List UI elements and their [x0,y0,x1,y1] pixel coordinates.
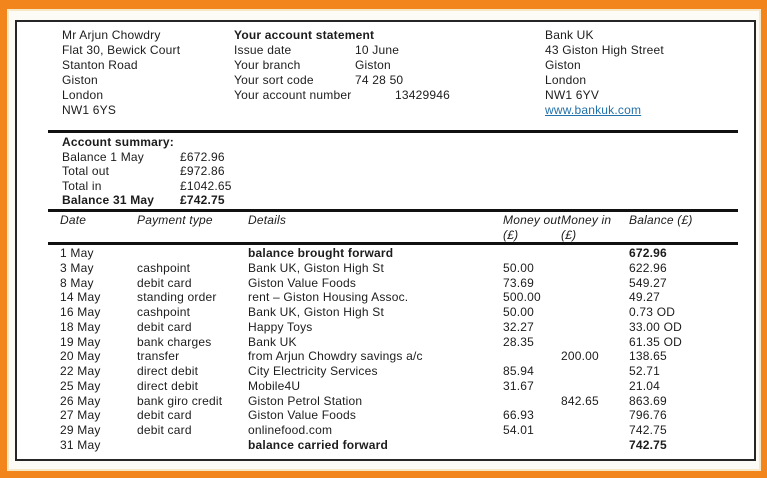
cell-balance: 863.69 [629,393,667,408]
cell-details: from Arjun Chowdry savings a/c [248,349,423,364]
transaction-row [60,290,738,305]
statement-info-label: Your sort code [234,73,314,87]
cell-money-in [561,364,629,379]
header-date: Date [60,213,87,227]
cell-payment-type: direct debit [137,378,199,393]
cell-money-in [561,335,629,350]
bank-address-lines [545,28,664,103]
cell-money-out: 28.35 [503,334,535,349]
cell-money-out: 54.01 [503,423,535,437]
cell-money-out: 85.94 [503,364,535,378]
cell-money-in [561,320,629,335]
cell-money-out [503,246,561,261]
header-money-out: Money out (£) [503,213,561,242]
statement-info-rows [234,43,450,103]
summary-value: £672.96 [180,149,225,164]
cell-balance: 33.00 OD [629,319,682,334]
summary-value: £742.75 [180,193,225,208]
account-summary-row [62,193,232,208]
cell-date: 22 May [60,364,101,378]
cell-money-out: 50.00 [503,305,535,319]
cell-money-in [561,379,629,394]
cell-details: Bank UK, Giston High St [248,260,384,275]
statement-info-value: 13429946 [395,88,450,102]
customer-address-line: Mr Arjun Chowdry [62,28,161,42]
cell-balance: 622.96 [629,260,667,275]
cell-payment-type: debit card [137,275,192,290]
transaction-row [60,349,738,364]
cell-date: 18 May [60,319,101,334]
cell-money-out: 66.93 [503,408,535,423]
customer-address-line: Stanton Road [62,58,138,72]
header-details: Details [248,213,287,227]
account-summary-rows [62,150,232,208]
summary-label: Balance 1 May [62,149,144,164]
header-money-in: Money in (£) [561,213,612,242]
bank-address-line: London [545,73,587,87]
statement-info-value: 74 28 50 [355,73,404,87]
cell-date: 14 May [60,290,101,305]
cell-money-in: 842.65 [561,393,599,408]
cell-balance: 0.73 OD [629,305,676,319]
cell-payment-type [137,438,248,453]
cell-balance: 138.65 [629,349,667,364]
cell-details: Bank UK, Giston High St [248,305,384,319]
transaction-row [60,394,738,409]
cell-money-out: 32.27 [503,319,535,334]
cell-date: 20 May [60,349,101,364]
transaction-row [60,246,738,261]
cell-money-out [503,438,561,453]
cell-date: 26 May [60,393,101,408]
bank-address-line: Giston [545,58,581,72]
customer-address-line: NW1 6YS [62,103,117,117]
cell-balance: 61.35 OD [629,334,682,349]
cell-money-out: 500.00 [503,290,541,305]
cell-balance: 742.75 [629,437,667,452]
summary-label: Balance 31 May [62,193,155,208]
customer-address-line: Flat 30, Bewick Court [62,43,181,57]
account-summary [62,135,232,208]
statement-page [15,20,756,461]
cell-details: balance carried forward [248,437,388,452]
cell-money-out: 50.00 [503,260,535,275]
table-header-rule [48,242,738,245]
customer-address [62,28,180,118]
summary-bottom-rule [48,209,738,212]
account-summary-row [62,150,232,165]
statement-info-value: 10 June [355,43,400,57]
transaction-row [60,408,738,423]
bank-address-line: Bank UK [545,28,594,42]
cell-payment-type: debit card [137,423,192,437]
cell-money-out: 31.67 [503,378,535,393]
transaction-row [60,305,738,320]
cell-balance: 52.71 [629,364,661,378]
cell-date: 29 May [60,423,101,437]
cell-payment-type: cashpoint [137,305,191,319]
statement-info-row [234,88,450,103]
cell-date: 31 May [60,437,101,452]
summary-value: £1042.65 [180,178,232,193]
transactions-table-body [60,246,738,453]
statement-info-row [234,73,450,88]
cell-balance: 742.75 [629,423,667,437]
cell-details: Mobile4U [248,378,301,393]
cell-date: 8 May [60,275,94,290]
customer-address-line: London [62,88,104,102]
cell-payment-type: bank charges [137,334,212,349]
cell-details: onlinefood.com [248,423,333,437]
cell-details: Giston Value Foods [248,408,357,423]
cell-money-in [561,305,629,320]
cell-money-in: 200.00 [561,349,599,364]
transactions-table-header [60,213,738,242]
statement-title: Your account statement [234,28,375,42]
statement-info-label: Issue date [234,43,292,57]
cell-balance: 49.27 [629,290,661,305]
statement-info-value: Giston [355,58,391,72]
cell-details: Happy Toys [248,319,313,334]
cell-payment-type: standing order [137,290,217,305]
cell-payment-type: transfer [137,349,180,364]
cell-money-in [561,438,629,453]
statement-info-label: Your branch [234,58,301,72]
bank-address [545,28,664,118]
bank-website-link[interactable]: www.bankuk.com [545,103,642,117]
cell-money-out [503,394,561,409]
cell-date: 19 May [60,334,101,349]
cell-money-in [561,276,629,291]
summary-value: £972.86 [180,164,225,179]
transaction-row [60,438,738,453]
summary-top-rule [48,130,738,133]
cell-money-in [561,261,629,276]
cell-payment-type: direct debit [137,364,199,378]
cell-details: balance brought forward [248,246,394,260]
header-payment-type: Payment type [137,213,213,227]
cell-date: 25 May [60,378,101,393]
account-summary-row [62,179,232,194]
transaction-row [60,335,738,350]
header-balance: Balance (£) [629,213,693,227]
cell-details: Giston Petrol Station [248,393,363,408]
transaction-row [60,276,738,291]
transaction-row [60,320,738,335]
cell-date: 1 May [60,246,94,260]
cell-money-in [561,408,629,423]
cell-money-in [561,423,629,438]
bank-address-line: NW1 6YV [545,88,600,102]
transaction-row [60,364,738,379]
customer-address-line: Giston [62,73,98,87]
transaction-row [60,379,738,394]
transaction-row [60,261,738,276]
summary-label: Total out [62,164,110,179]
bank-address-line: 43 Giston High Street [545,43,664,57]
cell-details: City Electricity Services [248,364,378,378]
account-summary-title: Account summary: [62,135,174,149]
cell-balance: 549.27 [629,275,667,290]
cell-money-in [561,246,629,261]
account-statement-info [234,28,450,103]
statement-info-row [234,58,450,73]
cell-payment-type: debit card [137,408,192,423]
cell-money-out: 73.69 [503,275,535,290]
statement-info-row [234,43,450,58]
cell-payment-type [137,246,248,261]
cell-payment-type: bank giro credit [137,393,223,408]
cell-date: 27 May [60,408,101,423]
summary-label: Total in [62,178,102,193]
statement-info-label: Your account number [234,88,352,102]
cell-details: Giston Value Foods [248,275,357,290]
cell-balance: 796.76 [629,408,667,423]
cell-money-in [561,290,629,305]
cell-details: Bank UK [248,334,297,349]
cell-details: rent – Giston Housing Assoc. [248,290,409,305]
transaction-row [60,423,738,438]
statement-content [48,22,738,459]
cell-money-out [503,349,561,364]
cell-balance: 672.96 [629,246,667,260]
cell-payment-type: cashpoint [137,260,191,275]
account-summary-row [62,164,232,179]
cell-date: 3 May [60,260,94,275]
cell-payment-type: debit card [137,319,192,334]
cell-date: 16 May [60,305,101,319]
cell-balance: 21.04 [629,378,661,393]
